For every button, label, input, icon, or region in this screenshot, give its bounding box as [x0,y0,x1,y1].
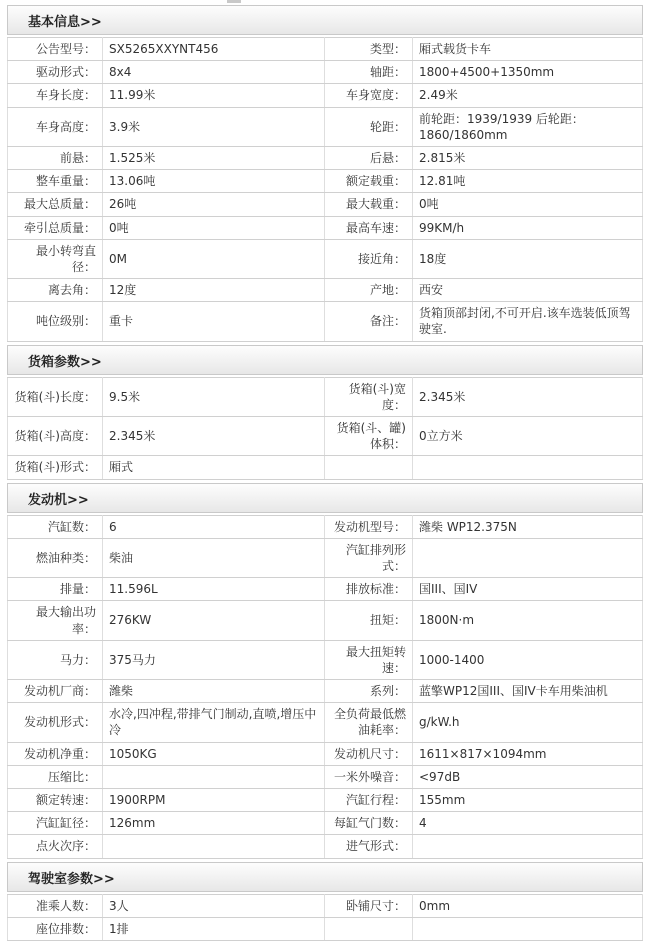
table-row [8,812,643,835]
spec-value: 国III、国IV [413,578,643,601]
table-row [8,538,643,577]
section-header: 驾驶室参数>> [7,862,643,892]
spec-label: 点火次序： [8,835,103,858]
spec-label: 驱动形式： [8,61,103,84]
spec-value: 3人 [103,894,325,917]
spec-value: 蓝擎WP12国III、国IV卡车用柴油机 [413,680,643,703]
spec-value: 货箱顶部封闭,不可开启.该车选装低顶驾驶室. [413,302,643,341]
spec-value: 0mm [413,894,643,917]
spec-label: 额定载重： [325,170,413,193]
spec-value: 2.345米 [413,377,643,416]
spec-value: 1.525米 [103,146,325,169]
table-row [8,456,643,479]
spec-value: 126mm [103,812,325,835]
spec-value: 西安 [413,279,643,302]
spec-label: 最大扭矩转速： [325,640,413,679]
spec-value: 12.81吨 [413,170,643,193]
spec-value: SX5265XXYNT456 [103,38,325,61]
spec-label: 整车重量： [8,170,103,193]
spec-value: 厢式载货卡车 [413,38,643,61]
table-row [8,239,643,278]
spec-label: 排放标准： [325,578,413,601]
spec-value: 3.9米 [103,107,325,146]
spec-value: 1800+4500+1350mm [413,61,643,84]
table-row [8,680,643,703]
spec-value: 水冷,四冲程,带排气门制动,直喷,增压中冷 [103,703,325,742]
spec-table [7,37,643,342]
spec-value [413,917,643,940]
spec-label: 全负荷最低燃油耗率： [325,703,413,742]
spec-value: 0立方米 [413,417,643,456]
spec-value: 前轮距：1939/1939 后轮距：1860/1860mm [413,107,643,146]
spec-value: 潍柴 [103,680,325,703]
spec-value: 0吨 [103,216,325,239]
spec-value: <97dB [413,765,643,788]
spec-label: 汽缸缸径： [8,812,103,835]
spec-value: 0M [103,239,325,278]
spec-label: 发动机厂商： [8,680,103,703]
top-edge-artifact [227,0,241,3]
spec-value: 潍柴 WP12.375N [413,515,643,538]
table-row [8,170,643,193]
spec-section [7,862,643,941]
spec-label: 货箱(斗)长度： [8,377,103,416]
spec-label: 汽缸行程： [325,789,413,812]
spec-value: 1800N·m [413,601,643,640]
table-row [8,193,643,216]
spec-section [7,5,643,342]
spec-label: 发动机净重： [8,742,103,765]
spec-label: 准乘人数： [8,894,103,917]
spec-value: 13.06吨 [103,170,325,193]
spec-label: 发动机形式： [8,703,103,742]
spec-value: 11.99米 [103,84,325,107]
table-row [8,894,643,917]
spec-label: 前悬： [8,146,103,169]
spec-value: 2.815米 [413,146,643,169]
spec-label [325,917,413,940]
table-row [8,417,643,456]
spec-table [7,377,643,480]
table-row [8,84,643,107]
spec-value [103,835,325,858]
spec-label: 额定转速： [8,789,103,812]
spec-value: 1050KG [103,742,325,765]
spec-label: 座位排数： [8,917,103,940]
spec-label: 最大输出功率： [8,601,103,640]
section-header: 基本信息>> [7,5,643,35]
spec-value: 11.596L [103,578,325,601]
spec-value: 375马力 [103,640,325,679]
spec-label: 货箱(斗、罐)体积： [325,417,413,456]
spec-section [7,345,643,480]
spec-value [103,765,325,788]
spec-value: 9.5米 [103,377,325,416]
spec-value: 18度 [413,239,643,278]
table-row [8,302,643,341]
table-row [8,107,643,146]
table-row [8,515,643,538]
spec-label: 货箱(斗)高度： [8,417,103,456]
spec-label: 系列： [325,680,413,703]
table-row [8,742,643,765]
spec-value [413,456,643,479]
spec-value: 4 [413,812,643,835]
spec-label: 一米外噪音： [325,765,413,788]
table-row [8,216,643,239]
spec-label: 压缩比： [8,765,103,788]
spec-label: 卧铺尺寸： [325,894,413,917]
spec-label: 汽缸数： [8,515,103,538]
table-row [8,377,643,416]
table-row [8,917,643,940]
spec-label: 马力： [8,640,103,679]
spec-label: 最小转弯直径： [8,239,103,278]
spec-value: 276KW [103,601,325,640]
spec-label: 车身长度： [8,84,103,107]
table-row [8,61,643,84]
spec-label: 公告型号： [8,38,103,61]
spec-section [7,483,643,859]
spec-label: 进气形式： [325,835,413,858]
table-row [8,835,643,858]
spec-value: 柴油 [103,538,325,577]
spec-value: 1排 [103,917,325,940]
spec-value: 6 [103,515,325,538]
spec-label: 备注： [325,302,413,341]
spec-value: 1000-1400 [413,640,643,679]
spec-value: 2.49米 [413,84,643,107]
spec-value: g/kW.h [413,703,643,742]
spec-table [7,515,643,859]
section-header: 发动机>> [7,483,643,513]
spec-label: 车身高度： [8,107,103,146]
spec-label: 发动机型号： [325,515,413,538]
spec-value: 1611×817×1094mm [413,742,643,765]
spec-value: 1900RPM [103,789,325,812]
spec-label: 汽缸排列形式： [325,538,413,577]
spec-label [325,456,413,479]
spec-value: 8x4 [103,61,325,84]
table-row [8,703,643,742]
table-row [8,601,643,640]
spec-label: 最大载重： [325,193,413,216]
spec-label: 牵引总质量： [8,216,103,239]
spec-value [413,538,643,577]
table-row [8,765,643,788]
table-row [8,640,643,679]
spec-label: 货箱(斗)宽度： [325,377,413,416]
spec-value: 重卡 [103,302,325,341]
spec-label: 产地： [325,279,413,302]
spec-label: 后悬： [325,146,413,169]
spec-value: 155mm [413,789,643,812]
spec-label: 接近角： [325,239,413,278]
spec-label: 每缸气门数： [325,812,413,835]
spec-label: 吨位级别： [8,302,103,341]
spec-label: 轮距： [325,107,413,146]
spec-table [7,894,643,941]
spec-value: 厢式 [103,456,325,479]
spec-label: 轴距： [325,61,413,84]
spec-label: 排量： [8,578,103,601]
table-row [8,38,643,61]
spec-label: 类型： [325,38,413,61]
table-row [8,146,643,169]
spec-value: 26吨 [103,193,325,216]
spec-label: 最大总质量： [8,193,103,216]
table-row [8,578,643,601]
spec-value [413,835,643,858]
spec-label: 扭矩： [325,601,413,640]
spec-label: 最高车速： [325,216,413,239]
spec-value: 12度 [103,279,325,302]
spec-value: 99KM/h [413,216,643,239]
spec-label: 车身宽度： [325,84,413,107]
table-row [8,279,643,302]
spec-value: 2.345米 [103,417,325,456]
spec-label: 货箱(斗)形式： [8,456,103,479]
spec-label: 燃油种类： [8,538,103,577]
table-row [8,789,643,812]
spec-value: 0吨 [413,193,643,216]
spec-label: 离去角： [8,279,103,302]
section-header: 货箱参数>> [7,345,643,375]
spec-label: 发动机尺寸： [325,742,413,765]
